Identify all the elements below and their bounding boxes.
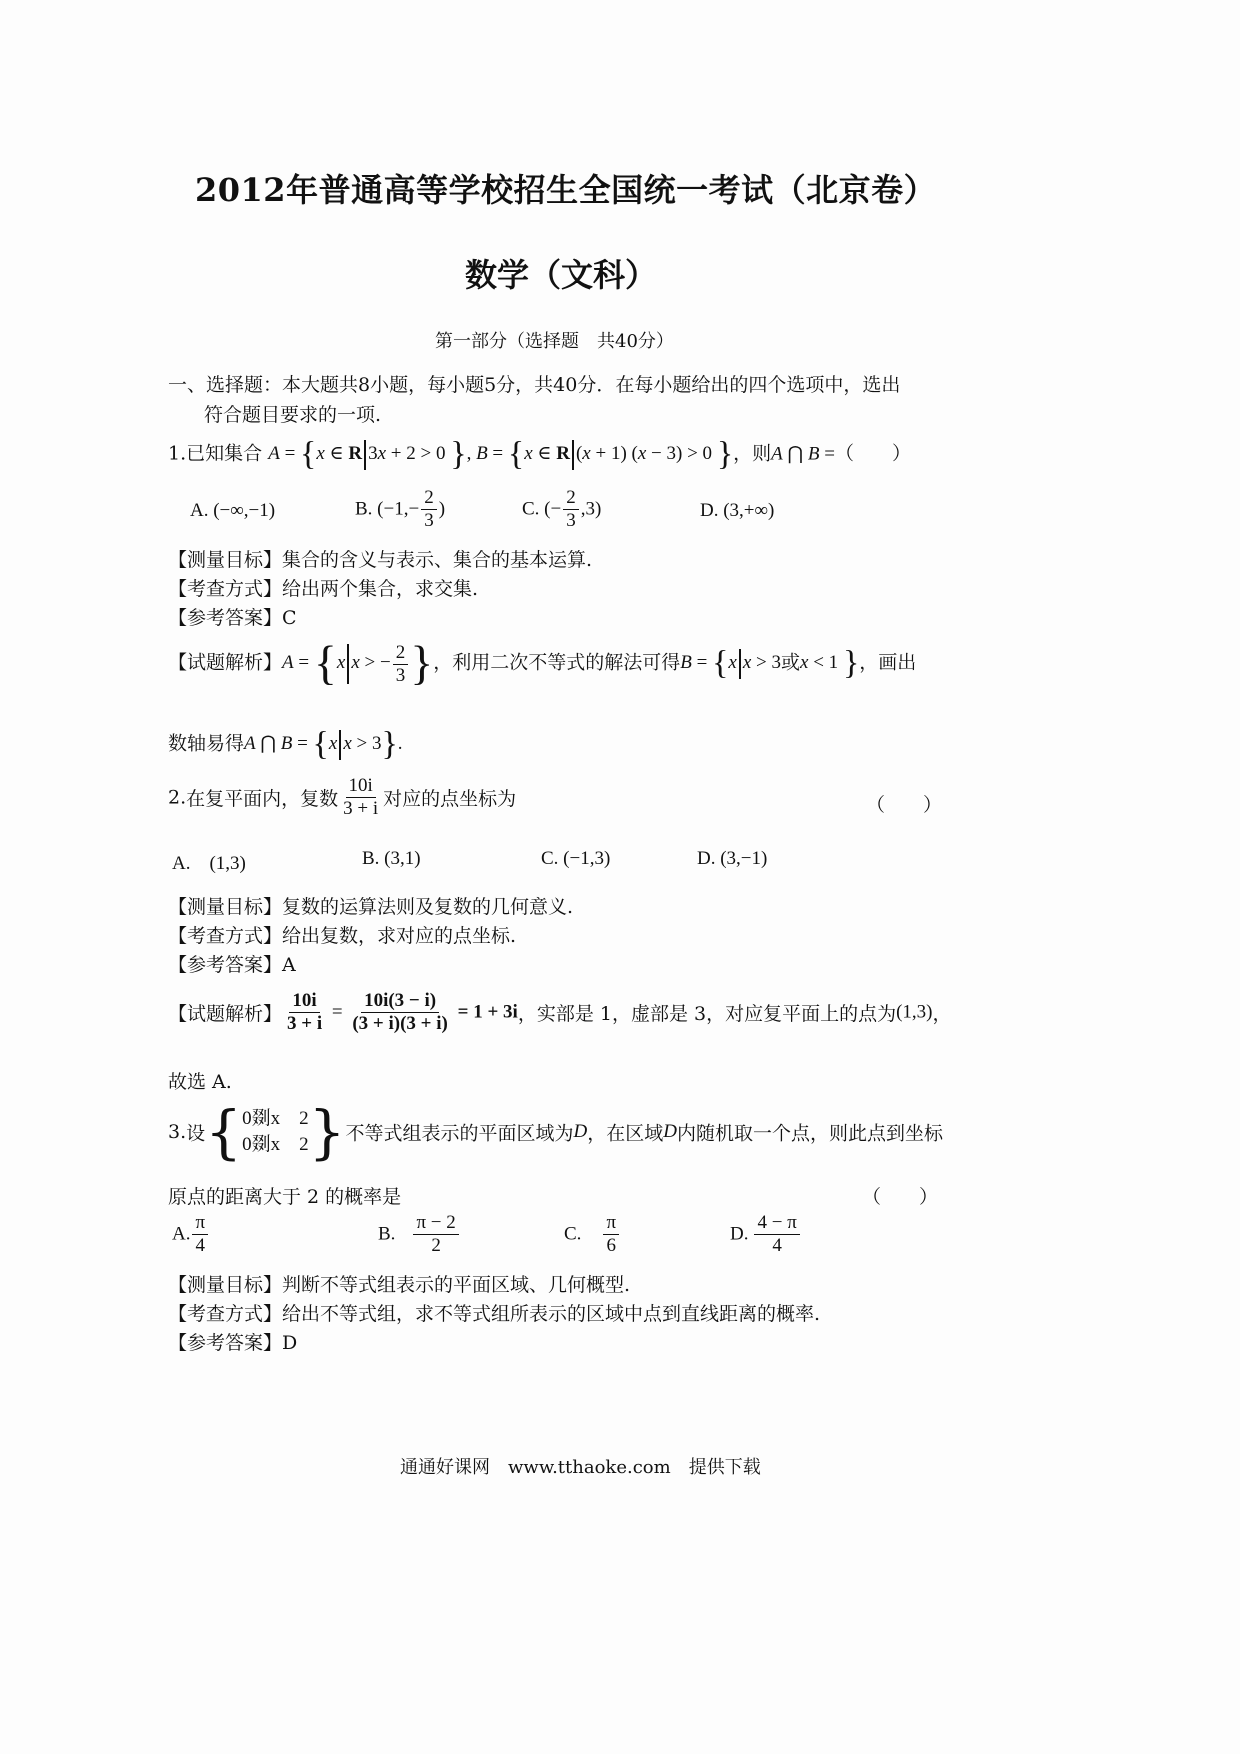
- page-footer: 通通好课网 www.tthaoke.com 提供下载: [400, 1457, 761, 1478]
- q1-method: 【考查方式】给出两个集合，求交集.: [168, 578, 479, 600]
- q2-stem: 2.在复平面内，复数 $\frac{10i}{3 + i}$ 对应的点坐标为: [168, 775, 517, 819]
- q1-option-c: C. (− $\frac{2}{3}$ ,3): [522, 487, 602, 531]
- q1-analysis-line2: 数轴易得A ⋂ B = {x x > 3}.: [168, 726, 403, 763]
- q2-option-c: C. (−1,3): [541, 848, 611, 869]
- q1-analysis: 【试题解析】A = {x x > − $\frac{2}{3}$ }，利用二次不等式的解法可得B = {x x > 3或x < 1 }，画出: [168, 637, 917, 690]
- q2-answer: 【参考答案】A: [168, 954, 296, 976]
- q1-stem: 1.已知集合 A = {x ∈ R 3x + 2 > 0 }, B = {x ∈ R (x + 1) (x − 3) > 0 }，则A ⋂ B =（ ）: [168, 436, 911, 473]
- part-heading: 第一部分（选择题 共40分）: [435, 331, 674, 352]
- q3-inequality-system: 0剟x 2 0剟x 2: [242, 1108, 309, 1155]
- q2-paren: （ ）: [866, 794, 943, 816]
- q3-option-a: A. $\frac{\pi}{4}$: [172, 1212, 210, 1257]
- page-subtitle: 数学（文科）: [465, 256, 658, 294]
- q3-stem-line2: 原点的距离大于 2 的概率是: [168, 1186, 402, 1208]
- q2-analysis: 【试题解析】 $\frac{10i}{3 + i}$ = $\frac{10i(3 - i)}{(3 + i)(3 + i)}$ = 1 + 3i，实部是 1，虚部是 3，对应复平面上的点为(1,3)，: [168, 990, 952, 1034]
- q3-method: 【考查方式】给出不等式组，求不等式组所表示的区域中点到直线距离的概率.: [168, 1303, 821, 1325]
- section-intro-line1: 一、选择题：本大题共8小题，每小题5分，共40分．在每小题给出的四个选项中，选出: [168, 374, 901, 396]
- q1-tail: ，则: [733, 442, 772, 465]
- q2-method: 【考查方式】给出复数，求对应的点坐标.: [168, 925, 517, 947]
- q1-target: 【测量目标】集合的含义与表示、集合的基本运算.: [168, 549, 593, 571]
- q3-stem: 3.设{ 0剟x 2 0剟x 2 }不等式组表示的平面区域为D，在区域D内随机取一个点，则此点到坐标: [168, 1098, 943, 1166]
- q2-target: 【测量目标】复数的运算法则及复数的几何意义.: [168, 896, 574, 918]
- page-title: 2012年普通高等学校招生全国统一考试（北京卷）: [195, 171, 937, 209]
- q1-option-d: D. (3,+∞): [700, 500, 775, 521]
- section-intro-line2: 符合题目要求的一项.: [204, 404, 382, 426]
- q1-answer: 【参考答案】C: [168, 607, 297, 629]
- q3-option-c: C. $\frac{\pi}{6}$: [564, 1212, 621, 1257]
- q1-set-a: A = {x ∈ R 3x + 2 > 0 }, B = {x ∈ R (x + 1) (x − 3) > 0 }: [268, 436, 734, 473]
- q2-option-a: A. (1,3): [172, 853, 246, 874]
- q1-option-b: B. (−1,− $\frac{2}{3}$ ): [355, 487, 446, 531]
- q3-target: 【测量目标】判断不等式组表示的平面区域、几何概型.: [168, 1274, 631, 1296]
- q2-option-d: D. (3,−1): [697, 848, 768, 869]
- q3-option-d: D. $\frac{4 - \pi}{4}$: [730, 1212, 802, 1257]
- q1-paren: （ ）: [834, 442, 911, 465]
- q3-option-b: B. $\frac{\pi - 2}{2}$: [378, 1212, 461, 1257]
- q1-option-a: A. (−∞,−1): [190, 500, 276, 521]
- q3-answer: 【参考答案】D: [168, 1332, 298, 1354]
- q3-paren: （ ）: [862, 1186, 939, 1208]
- q2-option-b: B. (3,1): [362, 848, 421, 869]
- q1-number: 1.: [168, 442, 187, 465]
- q2-analysis-line2: 故选 A.: [168, 1071, 232, 1093]
- q1-lead: 已知集合: [186, 442, 263, 465]
